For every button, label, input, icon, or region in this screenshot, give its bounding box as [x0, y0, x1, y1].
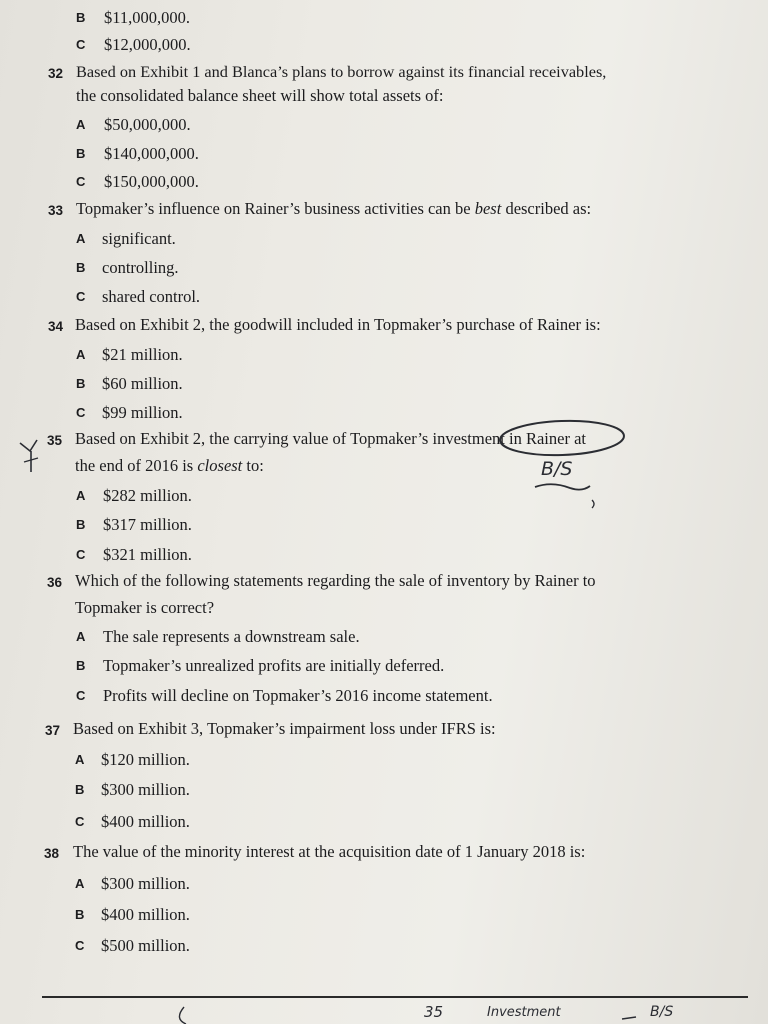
option-letter: B: [76, 10, 86, 25]
underline-ink: [535, 484, 590, 489]
question-number: 34: [48, 319, 64, 334]
question-number: 38: [44, 846, 60, 861]
option-text: $11,000,000.: [104, 8, 191, 27]
option-text: The sale represents a downstream sale.: [103, 627, 360, 646]
ink-scribble: [179, 1007, 186, 1024]
option-letter: A: [75, 876, 85, 891]
footer-rule: [42, 996, 748, 998]
option-text: $120 million.: [101, 750, 190, 769]
option-letter: B: [76, 260, 86, 275]
option-letter: A: [76, 488, 86, 503]
option-text: $300 million.: [101, 874, 190, 893]
ink-tick: [592, 500, 594, 508]
question-text: Based on Exhibit 3, Topmaker’s impairment loss under IFRS is:: [73, 719, 496, 738]
option-letter: B: [76, 146, 86, 161]
question-text: Based on Exhibit 2, the goodwill included in Topmaker’s purchase of Rainer is:: [75, 315, 601, 334]
option-text: Topmaker’s unrealized profits are initially deferred.: [103, 656, 445, 675]
option-text: $282 million.: [103, 486, 192, 505]
option-text: $21 million.: [102, 345, 183, 364]
option-letter: C: [76, 37, 86, 52]
option-text: $317 million.: [103, 515, 192, 534]
question-text: Topmaker is correct?: [75, 598, 215, 617]
option-letter: A: [76, 629, 86, 644]
question-text: Based on Exhibit 2, the carrying value of Topmaker’s investment in Rainer at: [75, 429, 586, 448]
option-letter: A: [75, 752, 85, 767]
option-letter: C: [76, 688, 86, 703]
question-number: 32: [48, 66, 64, 81]
option-text: $321 million.: [103, 545, 192, 564]
option-text: $400 million.: [101, 812, 190, 831]
option-letter: B: [76, 376, 86, 391]
option-letter: B: [75, 782, 85, 797]
option-text: $99 million.: [102, 403, 183, 422]
option-letter: B: [76, 658, 86, 673]
option-letter: C: [76, 174, 86, 189]
option-text: $300 million.: [101, 780, 190, 799]
option-text: $12,000,000.: [104, 35, 191, 54]
option-text: Profits will decline on Topmaker’s 2016 income statement.: [103, 686, 493, 705]
option-text: $140,000,000.: [104, 144, 199, 163]
option-letter: B: [76, 517, 86, 532]
option-letter: C: [75, 938, 85, 953]
question-number: 37: [45, 723, 61, 738]
footer-handwritten-word: Investment: [487, 1005, 561, 1020]
option-text: $60 million.: [102, 374, 183, 393]
option-letter: C: [75, 814, 85, 829]
question-text: Which of the following statements regarding the sale of inventory by Rainer to: [75, 571, 596, 590]
option-text: $500 million.: [101, 936, 190, 955]
option-text: shared control.: [102, 287, 201, 306]
option-letter: B: [75, 907, 85, 922]
footer-page-number: 35: [424, 1003, 444, 1021]
question-text: the consolidated balance sheet will show total assets of:: [76, 86, 444, 105]
question-text: the end of 2016 is closest to:: [75, 456, 264, 475]
question-text: Topmaker’s influence on Rainer’s business activities can be best described as:: [76, 199, 592, 218]
option-letter: C: [76, 289, 86, 304]
bs-note: B/S: [541, 458, 573, 480]
footer-handwritten-bs: B/S: [650, 1004, 674, 1020]
option-letter: C: [76, 547, 86, 562]
option-letter: A: [76, 231, 86, 246]
question-number: 36: [47, 575, 63, 590]
question-text: The value of the minority interest at the acquisition date of 1 January 2018 is:: [73, 842, 586, 861]
option-text: $50,000,000.: [104, 115, 191, 134]
option-letter: A: [76, 347, 86, 362]
option-text: controlling.: [102, 258, 179, 277]
question-number: 33: [48, 203, 64, 218]
option-text: $150,000,000.: [104, 172, 199, 191]
option-letter: C: [76, 405, 86, 420]
margin-check-ink: [20, 440, 37, 451]
question-number: 35: [47, 433, 63, 448]
option-text: $400 million.: [101, 905, 190, 924]
question-text: Based on Exhibit 1 and Blanca’s plans to borrow against its financial receivables,: [76, 62, 607, 81]
option-text: significant.: [102, 229, 176, 248]
option-letter: A: [76, 117, 86, 132]
